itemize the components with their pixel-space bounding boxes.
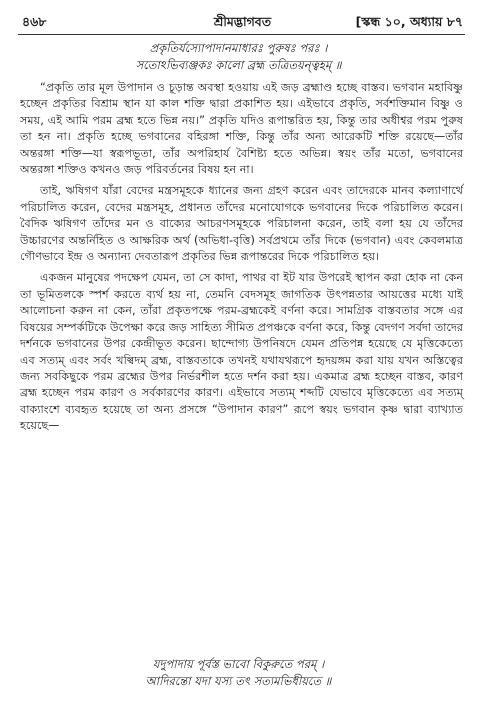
verse-line: প্রকৃতির্যস্যোপাদানমাধারঃ পুরুষঃ পরঃ । (149, 41, 328, 55)
sanskrit-verse-top (0, 40, 477, 74)
paragraph: তাই, ঋষিগণ যাঁরা বেদের মন্ত্রসমূহকে ধ্যানের জন্য গ্রহণ করেন এবং তাদেরকে মানব কল্যাণার্থে পরিচালিত করেন, বেদের মন্ত্রসমূহ, প্রধানত তাঁদের মনোযোগকে ভগবানের দিকে পরিচালিত করেন। বৈদিক ঋষিগণ তাঁদের মন ও বাক্যের আচরণসমূহকে পরিচালনা করেন, তাই বলা হয় যে তাঁদের উচ্চারণের অন্তর্নিহিত ও আক্ষরিক অর্থ (অভিধা-বৃত্তি) সর্বপ্রথমে তাঁর দিকে (ভগবান) এবং কেবলমাত্র গৌণভাবে ইন্দ্র ও অন্যান্য দেবতারূপ প্রকৃতির ভিন্ন রূপান্তরের দিকে পরিচালিত হয়। (20, 184, 463, 264)
verse-line: আদিরন্তো যদা যস্য তৎ সত্যমভিধীয়তে ॥ (145, 674, 332, 688)
verse-line: যদুপাদায় পূর্বস্ত ভাবো বিকুরুতে পরম্ । (152, 657, 325, 671)
purport-text (20, 80, 463, 440)
paragraph: “প্রকৃতি তার মূল উপাদান ও চূড়ান্ত অবস্থা হওয়ায় এই জড় ব্রহ্মাণ্ড হচ্ছে বাস্তব। ভগবান মহাবিষ্ণু হচ্ছেন প্রকৃতির বিশ্রাম স্থান যা কাল শক্তি দ্বারা প্রকাশিত হয়। এইভাবে প্রকৃতি, সর্বশক্তিমান বিষ্ণু ও সময়, এই আমি পরম ব্রহ্ম হতে ভিন্ন নয়।” প্রকৃতি যদিও রূপান্তরিত হয়, কিন্তু তার অধীশ্বর পরম পুরুষ তা হন না। প্রকৃতি হচ্ছে ভগবানের বহিরঙ্গা শক্তি, কিন্তু তাঁর অন্য আরেকটি শক্তি রয়েছে—তাঁর অন্তরঙ্গা শক্তি—যা স্বরূপভূতা, তাঁর অপরিহার্য বৈশিষ্ট্য হতে অভিন্ন। স্বয়ং তাঁর মতো, ভগবানের অন্তরঙ্গা শক্তিও কখনও জড় পরিবর্তনের বিষয় হন না। (20, 81, 463, 177)
book-title: শ্রীমদ্ভাগবত (213, 14, 272, 29)
paragraph: একজন মানুষের পদক্ষেপ যেমন, তা সে কাদা, পাথর বা ইট যার উপরেই স্থাপন করা হোক না কেন তা ভূমিতলকে স্পর্শ করতে ব্যর্থ হয় না, তেমনি বেদসমূহ জাগতিক উৎপন্নতার আয়ত্তের মধ্যে যাই আলোচনা করুন না কেন, তাঁরা প্রকৃতপক্ষে পরম-ব্রহ্মকেই বর্ণনা করে। সামগ্রিক বাস্তবতার সঙ্গে এর বিষয়ের সম্পর্কটিকে উপেক্ষা করে জড় সাহিত্য সীমিত প্রপঞ্চকে বর্ণনা করে, কিন্তু বেদগণ সর্বদা তাদের দর্শনকে ভগবানের উপর কেন্দ্রীভূত করেন। ছান্দোগ্য উপনিষদে যেমন প্রতিপন্ন হয়েছে যে মৃত্তিকেত্যে এব সত্যম্ এবং সর্বং খল্বিদম্ ব্রহ্ম, বাস্তবতাকে তখনই যথাযথরূপে হৃদয়ঙ্গম করা যায় যখন অস্তিত্বের জন্য সবকিছুকে পরম ব্রহ্মের উপর নির্ভরশীল হতে দর্শন করা হয়। একমাত্র ব্রহ্ম হচ্ছেন বাস্তব, কারণ ব্রহ্ম হচ্ছেন পরম কারণ ও সর্বকারণের কারণ। এইভাবে সত্যম্ শব্দটি যেভাবে মৃত্তিকেত্যে এব সত্যম্ বাক্যাংশে ব্যবহৃত হয়েছে তা অন্য প্রসঙ্গে “উপাদান কারণ” রূপে স্বয়ং ভগবান কৃষ্ণ দ্বারা ব্যাখ্যাত হয়েছে— (20, 271, 463, 433)
sanskrit-verse-bottom (0, 656, 477, 690)
page-header (22, 12, 463, 32)
chapter-reference: [স্কন্ধ ১০, অধ্যায় ৮৭ (355, 14, 463, 29)
header-divider (18, 34, 465, 35)
page-number: ৪৬৮ (22, 14, 47, 29)
verse-line: সতোঽভিব্যঞ্জকঃ কালো ব্রহ্ম তত্রিতয়ন্ত্বহম্ ॥ (135, 58, 342, 72)
